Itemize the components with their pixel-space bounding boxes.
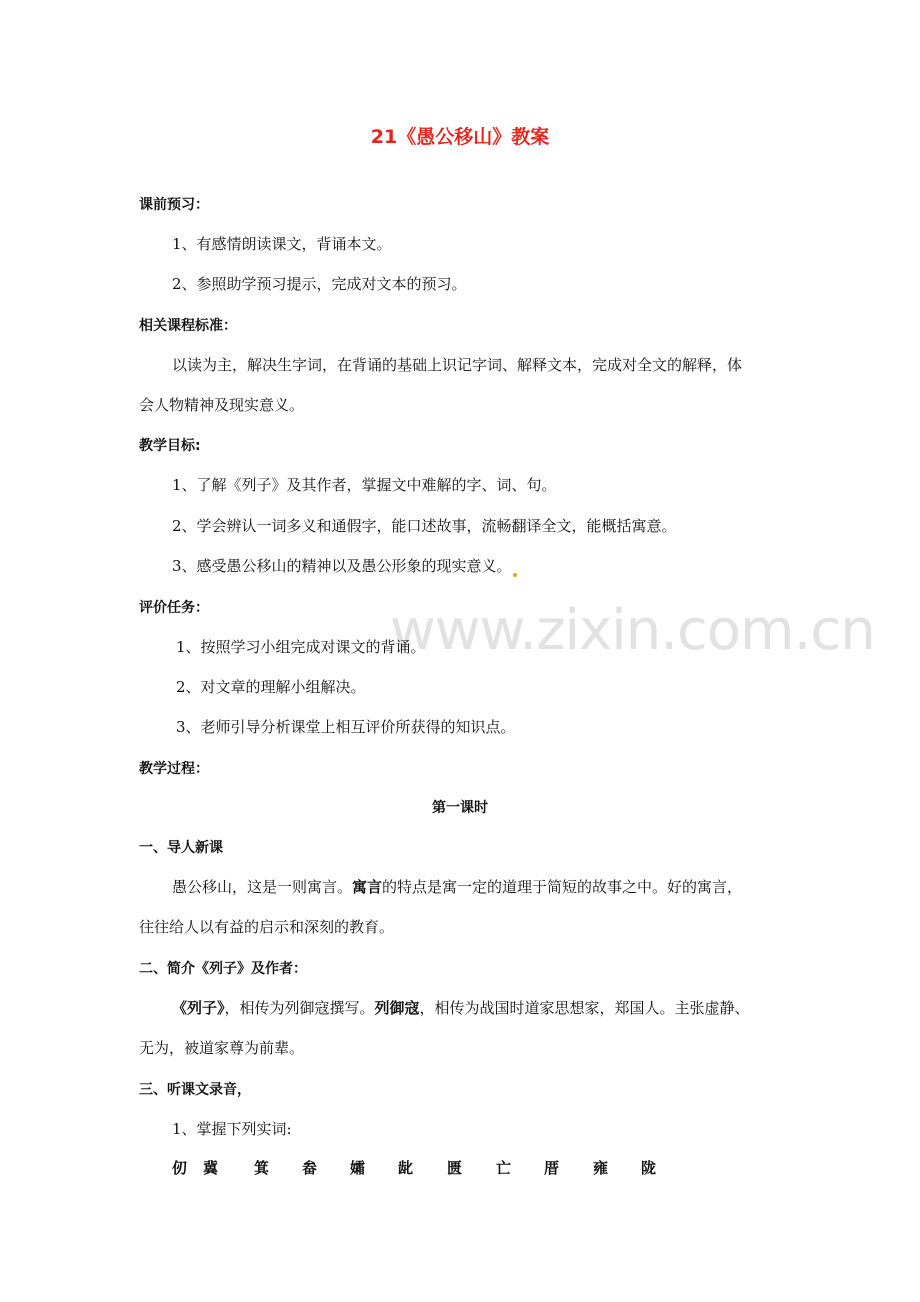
evaluation-heading: 评价任务： (139, 600, 209, 616)
vocab-char: 匮 (447, 1159, 463, 1177)
goals-heading: 教学目标: (139, 438, 201, 454)
vocab-char: 畚 (302, 1159, 318, 1177)
standard-text-line-1: 以读为主，解决生字词，在背诵的基础上识记字词、解释文本，完成对全文的解释，体 (172, 356, 743, 374)
vocab-char: 箕 (254, 1159, 270, 1177)
author-heading: 二、简介《列子》及作者： (139, 961, 307, 977)
evaluation-item-1: 1、按照学习小组完成对课文的背诵。 (176, 638, 426, 656)
lesson-heading: 第一课时 (432, 800, 488, 816)
intro-text-part-a: 愚公移山，这是一则寓言。 (172, 878, 353, 896)
author-text-part-a: ，相传为列御寇撰写。 (224, 999, 375, 1017)
vocab-char: 雍 (593, 1159, 609, 1177)
goals-item-3-text: 3、感受愚公移山的精神以及愚公形象的现实意义。 (172, 557, 512, 575)
evaluation-item-2: 2、对文章的理解小组解决。 (176, 678, 366, 696)
author-text-line-2: 无为，被道家尊为前辈。 (139, 1039, 305, 1057)
standard-text-line-2: 会人物精神及现实意义。 (139, 396, 305, 414)
author-text-part-b: ，相传为战国时道家思想家，郑国人。主张虚静、 (419, 999, 750, 1017)
annotation-mark-icon (513, 573, 517, 577)
vocab-char: 龀 (398, 1159, 414, 1177)
listen-item-1: 1、掌握下列实词: (172, 1120, 292, 1138)
goals-item-2: 2、学会辨认一词多义和通假字，能口述故事，流畅翻译全文，能概括寓意。 (172, 517, 677, 535)
vocab-char: 亡 (496, 1159, 512, 1177)
document-title: 21《愚公移山》教案 (370, 126, 550, 148)
author-text-line-1 (172, 997, 750, 1019)
goals-item-3 (172, 555, 517, 577)
goals-item-1: 1、了解《列子》及其作者，掌握文中难解的字、词、句。 (172, 476, 557, 494)
preview-item-1: 1、有感情朗读课文，背诵本文。 (172, 235, 392, 253)
vocab-char: 厝 (544, 1159, 560, 1177)
author-name: 列御寇 (374, 999, 420, 1017)
intro-text-bold: 寓言 (352, 878, 383, 896)
vocab-char: 陇 (641, 1159, 657, 1177)
intro-text-part-b: 的特点是寓一定的道理于简短的故事之中。好的寓言， (382, 878, 743, 896)
intro-heading: 一、导人新课 (139, 840, 223, 856)
watermark: www.zixin.com.cn (390, 598, 875, 663)
standard-heading: 相关课程标准： (139, 318, 237, 334)
vocab-char: 冀 (203, 1159, 219, 1177)
intro-text-line-1 (172, 876, 742, 898)
vocab-char: 仞 (172, 1159, 188, 1177)
vocab-char: 孀 (350, 1159, 366, 1177)
process-heading: 教学过程： (139, 761, 209, 777)
preview-heading: 课前预习： (139, 197, 209, 213)
preview-item-2: 2、参照助学预习提示，完成对文本的预习。 (172, 275, 467, 293)
evaluation-item-3: 3、老师引导分析课堂上相互评价所获得的知识点。 (176, 718, 516, 736)
listen-heading: 三、听课文录音， (139, 1082, 251, 1098)
author-book-title: 《列子》 (172, 999, 225, 1017)
intro-text-line-2: 往往给人以有益的启示和深刻的教育。 (139, 918, 395, 936)
